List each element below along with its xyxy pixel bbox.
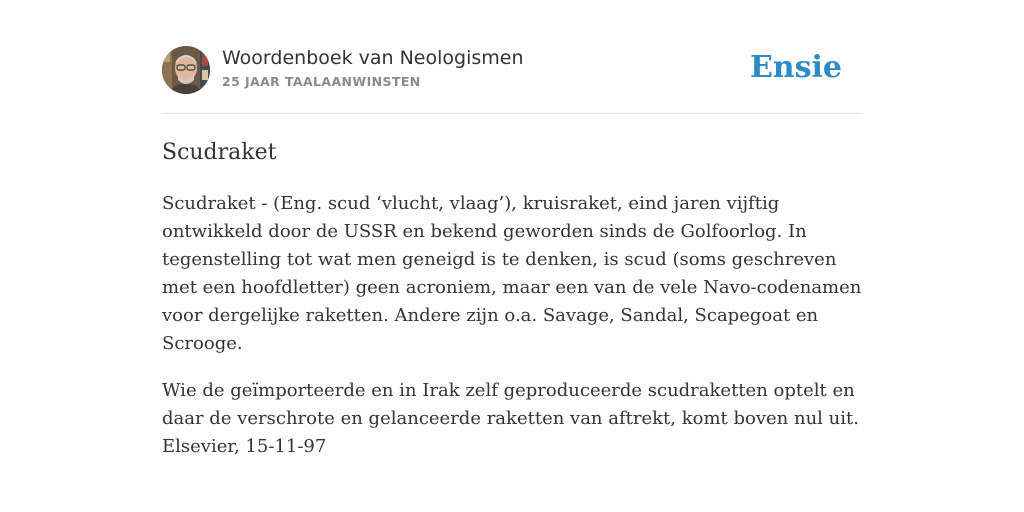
site-subtitle: 25 JAAR TAALAANWINSTEN — [222, 74, 421, 89]
entry-body — [162, 190, 862, 480]
site-header — [162, 46, 862, 96]
entry-paragraph: Scudraket - (Eng. scud ‘vlucht, vlaag’), kruisraket, eind jaren vijftig ontwikkeld door de USSR en bekend geworden sinds de Golfoorlog. In tegenstelling tot wat men geneigd is te denken, is scud (soms geschreven met een hoofdletter) geen acroniem, maar een van de vele Navo-codenamen voor dergelijke raketten. Andere zijn o.a. Savage, Sandal, Scapegoat en Scrooge. — [162, 193, 862, 354]
ensie-logo[interactable]: Ensie — [749, 50, 842, 85]
entry-paragraph: Wie de geïmporteerde en in Irak zelf geproduceerde scudraketten optelt en daar de verschrote en gelanceerde raketten van aftrekt, komt boven nul uit. Elsevier, 15-11-97 — [162, 380, 859, 457]
entry-title: Scudraket — [162, 140, 277, 165]
header-divider — [162, 113, 862, 114]
avatar[interactable] — [162, 46, 210, 94]
site-title[interactable]: Woordenboek van Neologismen — [222, 47, 524, 69]
author-portrait-icon — [162, 46, 210, 94]
